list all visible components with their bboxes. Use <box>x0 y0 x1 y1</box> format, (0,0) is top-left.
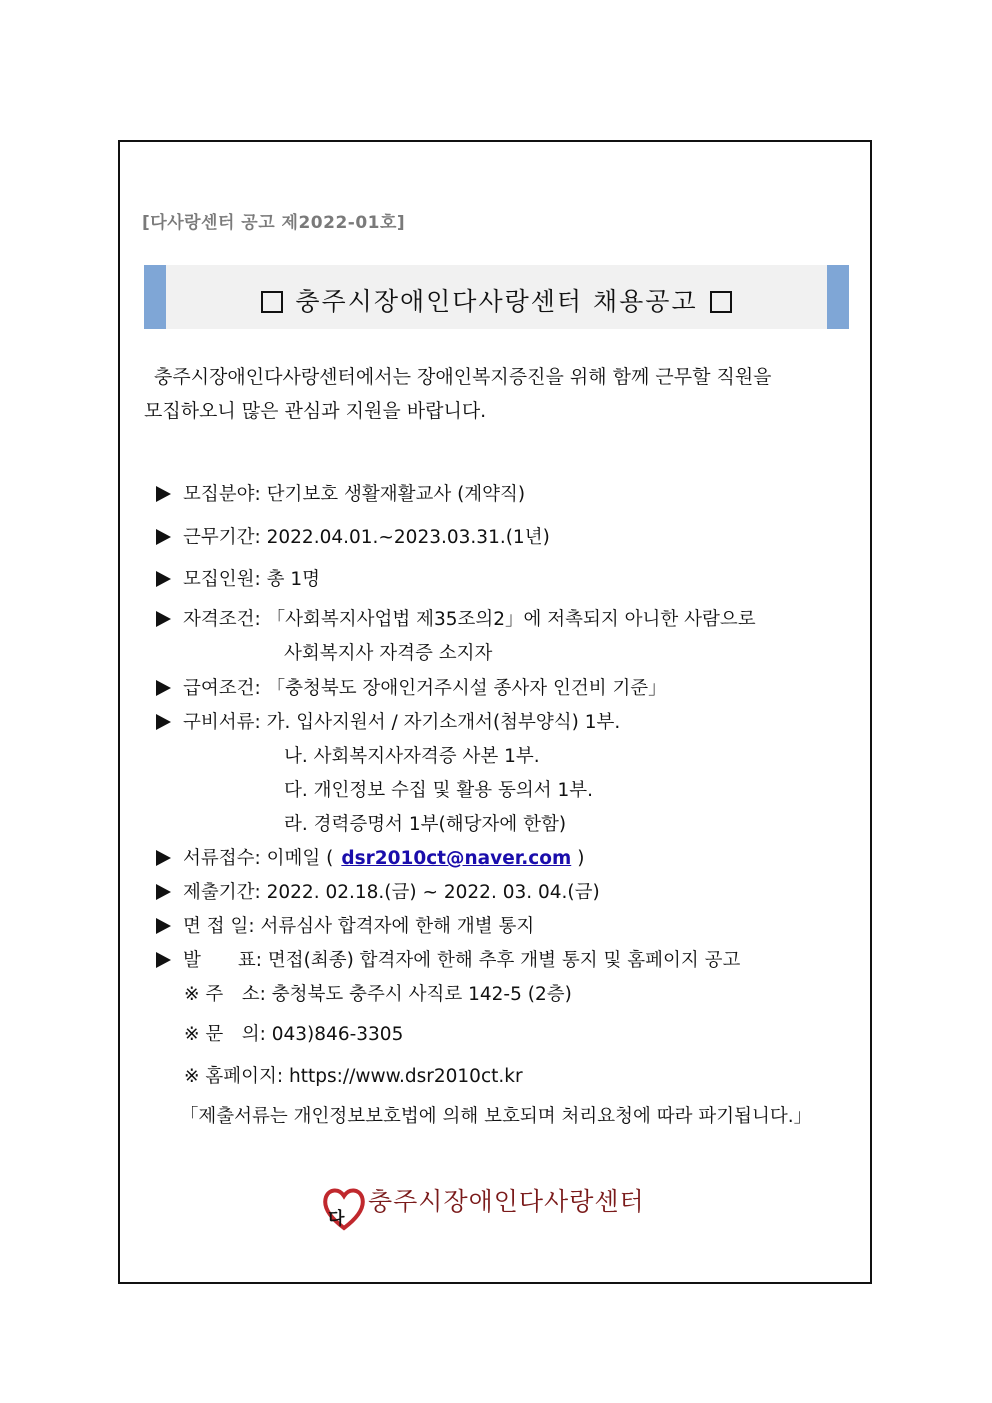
document-item-3: 다. 개인정보 수집 및 활용 동의서 1부. <box>284 780 594 801</box>
item-label: 근무기간: <box>183 527 261 548</box>
item-deadline <box>156 878 600 904</box>
item-label: 급여조건: <box>183 678 261 699</box>
ref-contact <box>184 1020 403 1046</box>
ref-label: ※ 문 의: <box>184 1024 266 1045</box>
item-submission <box>156 844 584 870</box>
notice-number: [다사랑센터 공고 제2022-01호] <box>142 213 406 233</box>
item-label: 서류접수: <box>183 848 261 869</box>
ref-label: ※ 홈페이지: <box>184 1066 284 1087</box>
page-title <box>144 282 849 318</box>
item-label: 모집인원: <box>183 569 261 590</box>
ref-address <box>184 980 572 1006</box>
ref-label: ※ 주 소: <box>184 984 266 1005</box>
item-qualification-line-2: 사회복지사 자격증 소지자 <box>284 643 493 664</box>
ref-value[interactable]: https://www.dsr2010ct.kr <box>289 1066 523 1087</box>
ref-value: 043)846-3305 <box>271 1024 404 1045</box>
item-value: 「사회복지사업법 제35조의2」에 저촉되지 아니한 사람으로 <box>266 609 756 630</box>
item-value: 서류심사 합격자에 한해 개별 통지 <box>260 916 535 937</box>
triangle-bullet-icon <box>156 486 171 502</box>
item-period <box>156 523 550 549</box>
item-documents <box>156 708 620 734</box>
triangle-bullet-icon <box>156 918 171 934</box>
item-value: 단기보호 생활재활교사 (계약직) <box>266 484 526 505</box>
item-label: 발 표: <box>183 950 262 971</box>
closing-note: 「제출서류는 개인정보보호법에 의해 보호되며 처리요청에 따라 파기됩니다.」 <box>179 1106 813 1127</box>
item-value: 2022. 02.18.(금) ~ 2022. 03. 04.(금) <box>266 882 600 903</box>
triangle-bullet-icon <box>156 529 171 545</box>
intro-line-1: 충주시장애인다사랑센터에서는 장애인복지증진을 위해 함께 근무할 직원을 <box>154 366 772 388</box>
item-value: 면접(최종) 합격자에 한해 추후 개별 통지 및 홈페이지 공고 <box>267 950 741 971</box>
item-headcount <box>156 565 320 591</box>
document-item-4: 라. 경력증명서 1부(해당자에 한함) <box>284 814 567 835</box>
ref-value: 충청북도 충주시 사직로 142-5 (2층) <box>271 984 572 1005</box>
checkbox-square-icon <box>710 291 732 313</box>
item-value-end: ) <box>577 848 585 869</box>
item-label: 모집분야: <box>183 484 261 505</box>
triangle-bullet-icon <box>156 571 171 587</box>
email-link[interactable]: dsr2010ct@naver.com <box>341 848 572 869</box>
triangle-bullet-icon <box>156 850 171 866</box>
item-announcement <box>156 946 740 972</box>
triangle-bullet-icon <box>156 714 171 730</box>
ref-homepage <box>184 1062 523 1088</box>
item-interview <box>156 912 534 938</box>
item-value: 이메일 ( <box>266 848 334 869</box>
title-bar <box>144 265 849 329</box>
item-value: 가. 입사지원서 / 자기소개서(첨부양식) 1부. <box>266 712 621 733</box>
item-value: 「충청북도 장애인거주시설 종사자 인건비 기준」 <box>266 678 667 699</box>
document-item-2: 나. 사회복지사자격증 사본 1부. <box>284 746 540 767</box>
triangle-bullet-icon <box>156 884 171 900</box>
checkbox-square-icon <box>261 291 283 313</box>
logo-mark-text: 다 <box>328 1209 345 1229</box>
triangle-bullet-icon <box>156 952 171 968</box>
heart-logo-icon <box>322 1184 366 1232</box>
item-value: 총 1명 <box>266 569 321 590</box>
triangle-bullet-icon <box>156 680 171 696</box>
center-name: 충주시장애인다사랑센터 <box>368 1187 645 1216</box>
item-qualification <box>156 605 756 631</box>
item-field <box>156 480 525 506</box>
item-label: 제출기간: <box>183 882 261 903</box>
item-label: 자격조건: <box>183 609 261 630</box>
title-text: 충주시장애인다사랑센터 채용공고 <box>295 287 698 316</box>
item-label: 면 접 일: <box>183 916 255 937</box>
intro-paragraph <box>144 360 854 428</box>
item-value: 2022.04.01.~2023.03.31.(1년) <box>266 527 550 548</box>
intro-line-2: 모집하오니 많은 관심과 지원을 바랍니다. <box>144 400 487 422</box>
item-label: 구비서류: <box>183 712 261 733</box>
triangle-bullet-icon <box>156 611 171 627</box>
item-salary <box>156 674 667 700</box>
